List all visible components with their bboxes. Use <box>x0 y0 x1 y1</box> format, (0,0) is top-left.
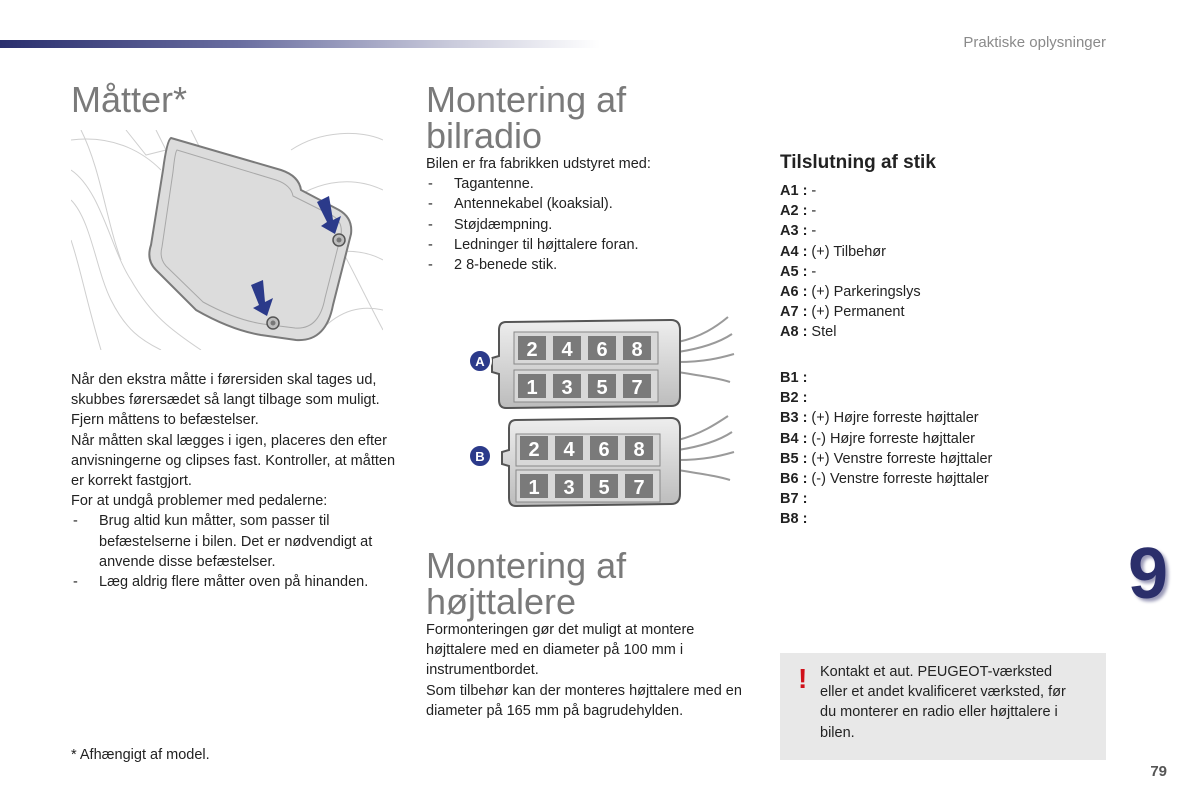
pin-row: A3 : - <box>780 223 817 240</box>
pin-label: 2 <box>528 439 540 461</box>
connector-diagram <box>466 312 736 512</box>
pin-row: B8 : <box>780 511 808 528</box>
speakers-title-line: højttalere <box>426 581 577 622</box>
pin-label: 4 <box>563 439 575 461</box>
pin-row: B2 : <box>780 390 808 407</box>
list-item: - Brug altid kun måtter, som passer til befæstelserne i bilen. Det er nødvendigt at anvende disse befæstelser. <box>71 511 401 572</box>
pin-row: B4 : (-) Højre forreste højttaler <box>780 430 975 447</box>
connector-b <box>502 418 680 506</box>
speakers-description <box>426 620 751 721</box>
radio-title-line: Montering af <box>426 79 627 120</box>
mats-bullet-list <box>71 511 401 592</box>
radio-intro: Bilen er fra fabrikken udstyret med: <box>426 156 651 172</box>
pins-b-list <box>780 368 1080 530</box>
list-item: - Ledninger til højttalere foran. <box>426 235 756 255</box>
speakers-title-line: Montering af <box>426 545 627 586</box>
speakers-paragraph: Som tilbehør kan der monteres højttalere med en diameter på 165 mm på bagrudehylden. <box>426 682 742 719</box>
pin-row: A5 : - <box>780 263 817 280</box>
list-item: - Støjdæmpning. <box>426 215 756 235</box>
pin-label: 2 <box>526 339 538 361</box>
pin-row: B6 : (-) Venstre forreste højttaler <box>780 471 989 488</box>
floor-mat-illustration <box>71 130 383 350</box>
warning-note <box>780 653 1106 760</box>
list-item: - Læg aldrig flere måtter oven på hinanden. <box>71 572 401 592</box>
pin-label: 1 <box>526 377 538 399</box>
pin-label: 5 <box>598 477 610 499</box>
pin-label: 3 <box>561 377 573 399</box>
list-item: - 2 8-benede stik. <box>426 255 756 275</box>
pin-row: B3 : (+) Højre forreste højttaler <box>780 410 979 427</box>
pin-label: 7 <box>631 377 643 399</box>
pin-row: B7 : <box>780 491 808 508</box>
page-number: 79 <box>1150 763 1167 780</box>
chapter-number: 9 <box>1128 534 1169 614</box>
pin-row: A8 : Stel <box>780 324 837 341</box>
pin-row: A4 : (+) Tilbehør <box>780 243 886 260</box>
pin-label: 5 <box>596 377 608 399</box>
pin-label: 8 <box>633 439 645 461</box>
pin-label: 6 <box>598 439 610 461</box>
pin-label: 1 <box>528 477 540 499</box>
list-item: - Antennekabel (koaksial). <box>426 194 756 214</box>
mats-title: Måtter* <box>71 79 188 120</box>
pin-row: A2 : - <box>780 203 817 220</box>
connector-a-label: A <box>475 354 485 369</box>
connector-a <box>492 320 680 408</box>
mats-paragraph: Når den ekstra måtte i førersiden skal tages ud, skubbes førersædet så langt tilbage som muligt. Fjern måttens to befæstelser. <box>71 372 380 429</box>
mats-paragraph: For at undgå problemer med pedalerne: <box>71 493 328 510</box>
warning-note-text: Kontakt et aut. PEUGEOT-værksted eller et andet kvalificeret værksted, før du monterer en radio eller højttalere i bilen. <box>820 664 1066 741</box>
pin-row: B1 : <box>780 370 808 386</box>
pin-row: B5 : (+) Venstre forreste højttaler <box>780 450 993 467</box>
speakers-title <box>426 545 627 622</box>
pin-row: A1 : - <box>780 183 817 199</box>
section-label: Praktiske oplysninger <box>963 34 1106 51</box>
header-gradient-bar <box>0 40 600 48</box>
radio-description <box>426 154 756 275</box>
pin-label: 3 <box>563 477 575 499</box>
pin-label: 4 <box>561 339 573 361</box>
pin-label: 8 <box>631 339 643 361</box>
footnote: * Afhængigt af model. <box>71 747 210 763</box>
list-item: - Tagantenne. <box>426 174 756 194</box>
pins-a-list <box>780 181 1080 343</box>
pins-title: Tilslutning af stik <box>780 152 936 173</box>
warning-icon: ! <box>798 663 808 694</box>
mats-paragraph: Når måtten skal lægges i igen, placeres den efter anvisningerne og clipses fast. Kontroller, at måtten er korrekt fastgjort. <box>71 432 396 490</box>
radio-title <box>426 79 627 156</box>
pin-label: 7 <box>633 477 645 499</box>
radio-equipment-list <box>426 174 756 275</box>
mats-instructions <box>71 370 401 592</box>
pin-row: A6 : (+) Parkeringslys <box>780 284 921 301</box>
connector-b-label: B <box>475 449 485 464</box>
speakers-paragraph: Formonteringen gør det muligt at montere højttalere med en diameter på 100 mm i instrumentbordet. <box>426 622 695 679</box>
pin-label: 6 <box>596 339 608 361</box>
radio-title-line: bilradio <box>426 115 543 156</box>
pin-row: A7 : (+) Permanent <box>780 304 905 321</box>
